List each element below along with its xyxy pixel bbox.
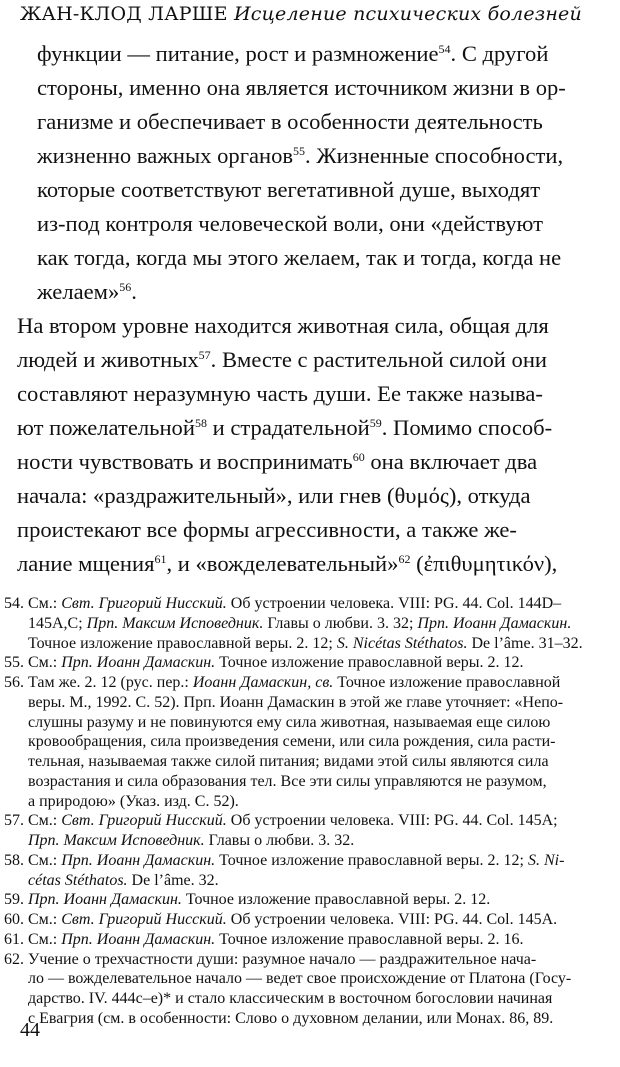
footnote-line: [4, 911, 557, 929]
text-run: Об устроении человека. VIII: PG. 44. Col. 145A;: [226, 812, 558, 829]
footnote-line: [28, 793, 239, 811]
footnote-line: [28, 714, 550, 732]
text-run: веры. М., 1992. С. 52). Прп. Иоанн Дамаскин в этой же главе уточняет: «Непо-: [28, 694, 564, 711]
text-run: . Вместе с растительной силой они: [210, 347, 548, 372]
text-run: 55. См.:: [4, 654, 62, 671]
body-line: [37, 177, 540, 203]
body-line: [37, 109, 543, 135]
footnote-ref: 59: [369, 416, 382, 430]
text-run: Главы о любви. 3. 32.: [204, 832, 355, 849]
footnote-ref: 56: [119, 280, 132, 294]
header-title: Исцеление психических болезней: [233, 3, 582, 25]
body-line: [37, 279, 137, 305]
footnote-ref: 60: [352, 450, 365, 464]
text-run: . Жизненные способности,: [305, 143, 564, 168]
text-run: 62. Учение о трехчастности души: разумное начало — раздражительное нача-: [4, 951, 537, 968]
footnote-line: [28, 1010, 553, 1028]
footnote-line: [28, 753, 549, 771]
text-run: дарство. IV. 444c–e)* и стало классическим в восточном богословии начиная: [28, 990, 553, 1007]
running-header: [20, 3, 582, 25]
footnote-line: [28, 832, 354, 850]
text-run: Иоанн Дамаскин, св.: [192, 674, 334, 691]
text-run: , и «вожделевательный»: [166, 551, 399, 576]
body-line: [17, 517, 517, 543]
text-run: На втором уровне находится животная сила, общая для: [17, 313, 549, 338]
text-run: тельная, называемая также силой питания; видами этой силы являются сила: [28, 753, 549, 770]
body-line: [17, 313, 549, 339]
text-run: возрастания и сила образования тел. Все эти силы управляются не разумом,: [28, 773, 547, 790]
text-run: проистекают все формы агрессивности, а также же-: [17, 517, 517, 542]
text-run: Свт. Григорий Нисский.: [61, 911, 227, 928]
text-run: 57. См.:: [4, 812, 62, 829]
footnote-line: [4, 654, 524, 672]
text-run: слушны разуму и не повинуются ему сила животная, называемая еще силою: [28, 714, 551, 731]
footnote-line: [28, 970, 571, 988]
text-run: из-под контроля человеческой воли, они «действуют: [37, 211, 543, 236]
header-author: ЖАН-КЛОД ЛАРШЕ: [20, 3, 228, 25]
footnote-line: [28, 872, 219, 890]
text-run: желаем»: [37, 279, 120, 304]
text-run: 58. См.:: [4, 852, 62, 869]
text-run: начала: «раздражительный», или гнев (θυμός), откуда: [17, 483, 531, 508]
text-run: .: [131, 279, 137, 304]
footnote-ref: 57: [198, 348, 211, 362]
page-number: 44: [20, 1019, 40, 1041]
footnote-line: [4, 931, 524, 949]
text-run: ют пожелательной: [17, 415, 195, 440]
text-run: Прп. Иоанн Дамаскин.: [61, 931, 216, 948]
footnote-line: [28, 773, 547, 791]
text-run: Свт. Григорий Нисский.: [61, 595, 227, 612]
text-run: составляют неразумную часть души. Ее также называ-: [17, 381, 543, 406]
text-run: ганизме и обеспечивает в особенности деятельность: [37, 109, 543, 134]
text-run: 60. См.:: [4, 911, 62, 928]
footnote-line: [28, 615, 571, 633]
footnote-ref: 62: [398, 552, 411, 566]
footnote-line: [4, 674, 560, 692]
footnote-line: [28, 694, 563, 712]
text-run: Прп. Максим Исповедник.: [86, 615, 264, 632]
body-line: [17, 551, 557, 577]
text-run: Точное изложение православной веры. 2. 12;: [215, 852, 528, 869]
text-run: стороны, именно она является источником жизни в ор-: [37, 75, 566, 100]
text-run: (ἐπιθυμητικόν),: [410, 551, 558, 576]
text-run: Точное изложение православной веры. 2. 12.: [215, 654, 524, 671]
body-line: [37, 245, 561, 271]
text-run: ности чувствовать и воспринимать: [17, 449, 353, 474]
text-run: 56. Там же. 2. 12 (рус. пер.:: [4, 674, 193, 691]
footnote-line: [4, 595, 561, 613]
text-run: 59.: [4, 891, 28, 908]
body-line: [17, 449, 537, 475]
text-run: S. Ni-: [528, 852, 565, 869]
text-run: Об устроении человека. VIII: PG. 44. Col. 145A.: [226, 911, 558, 928]
body-line: [17, 483, 531, 509]
text-run: она включает два: [364, 449, 538, 474]
text-run: Прп. Иоанн Дамаскин.: [61, 654, 216, 671]
footnote-line: [4, 951, 536, 969]
text-run: с Евагрия (см. в особенности: Слово о духовном делании, или Монах. 86, 89.: [28, 1010, 554, 1027]
text-run: а природою» (Указ. изд. С. 52).: [28, 793, 239, 810]
text-run: которые соответствуют вегетативной душе, выходят: [37, 177, 541, 202]
text-run: Точное изложение православной веры. 2. 16.: [215, 931, 524, 948]
footnote-line: [4, 852, 564, 870]
text-run: De l’âme. 32.: [127, 872, 219, 889]
body-line: [17, 381, 543, 407]
text-run: . Помимо способ-: [381, 415, 553, 440]
text-run: S. Nicétas Stéthatos.: [336, 635, 468, 652]
footnote-ref: 61: [154, 552, 167, 566]
text-run: Главы о любви. 3. 32;: [263, 615, 418, 632]
text-run: лание мщения: [17, 551, 155, 576]
text-run: . С другой: [450, 41, 549, 66]
body-line: [37, 75, 566, 101]
text-run: и страдательной: [206, 415, 370, 440]
body-line: [37, 41, 548, 67]
footnote-line: [28, 635, 583, 653]
text-run: Прп. Иоанн Дамаскин.: [28, 891, 182, 908]
body-line: [37, 211, 543, 237]
text-run: как тогда, когда мы этого желаем, так и тогда, когда не: [37, 245, 562, 270]
text-run: Свт. Григорий Нисский.: [61, 812, 227, 829]
body-line: [17, 347, 547, 373]
footnote-ref: 54: [438, 42, 451, 56]
text-run: 54. См.:: [4, 595, 62, 612]
footnote-ref: 58: [194, 416, 207, 430]
text-run: функции — питание, рост и размножение: [37, 41, 439, 66]
text-run: Точное изложение православной веры. 2. 12;: [28, 635, 337, 652]
text-run: 61. См.:: [4, 931, 62, 948]
body-line: [17, 415, 552, 441]
footnote-line: [28, 990, 552, 1008]
text-run: людей и животных: [17, 347, 199, 372]
footnote-ref: 55: [293, 144, 306, 158]
footnote-line: [28, 733, 555, 751]
text-run: жизненно важных органов: [37, 143, 294, 168]
text-run: Точное изложение православной: [333, 674, 561, 691]
text-run: Прп. Максим Исповедник.: [28, 832, 205, 849]
text-run: кровообращения, сила произведения семени, или сила рождения, сила расти-: [28, 733, 556, 750]
text-run: 145A,C;: [28, 615, 87, 632]
text-run: Об устроении человека. VIII: PG. 44. Col. 144D–: [226, 595, 562, 612]
text-run: Прп. Иоанн Дамаскин.: [417, 615, 572, 632]
text-run: Точное изложение православной веры. 2. 12.: [181, 891, 491, 908]
text-run: Прп. Иоанн Дамаскин.: [61, 852, 216, 869]
footnote-line: [4, 891, 490, 909]
text-run: cétas Stéthatos.: [28, 872, 128, 889]
body-line: [37, 143, 563, 169]
text-run: De l’âme. 31–32.: [467, 635, 583, 652]
text-run: ло — вожделевательное начало — ведет свое происхождение от Платона (Госу-: [28, 970, 572, 987]
footnote-line: [4, 812, 558, 830]
